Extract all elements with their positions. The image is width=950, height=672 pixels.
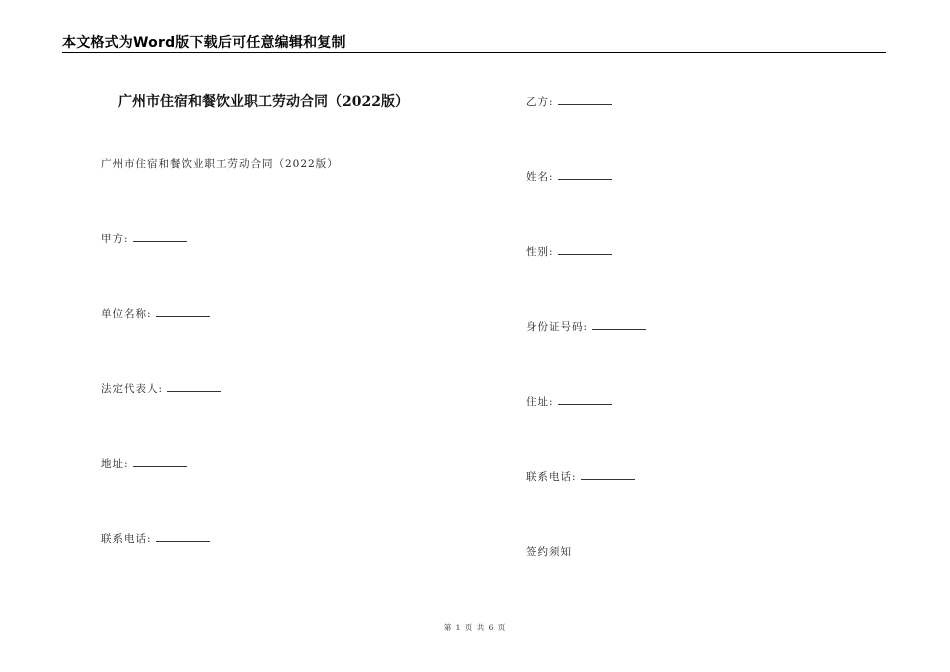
party-b-phone-field [526,469,635,484]
name-blank[interactable] [558,170,612,180]
gender-blank[interactable] [558,245,612,255]
gender-label: 性别: [526,246,554,258]
party-b-address-field [526,394,612,409]
party-b-address-blank[interactable] [558,395,612,405]
legal-rep-label: 法定代表人: [101,383,164,395]
party-a-phone-field [101,531,210,546]
party-b-label: 乙方: [526,96,554,108]
document-title: 广州市住宿和餐饮业职工劳动合同（2022版） [118,94,409,110]
legal-rep-field [101,381,221,396]
gender-field [526,244,612,259]
party-b-address-label: 住址: [526,396,554,408]
id-number-blank[interactable] [592,320,646,330]
id-number-field [526,319,646,334]
org-name-blank[interactable] [156,307,210,317]
party-b-phone-blank[interactable] [581,470,635,480]
name-label: 姓名: [526,171,554,183]
party-a-blank[interactable] [133,232,187,242]
signing-notice-heading: 签约须知 [526,546,572,558]
document-subtitle: 广州市住宿和餐饮业职工劳动合同（2022版） [101,158,339,170]
page-number: 第 1 页 共 6 页 [443,623,507,632]
party-a-address-field [101,456,187,471]
party-a-field [101,231,187,246]
party-a-phone-label: 联系电话: [101,533,152,545]
party-b-field [526,94,612,109]
party-a-label: 甲方: [101,233,129,245]
party-b-blank[interactable] [558,95,612,105]
header-banner: 本文格式为Word版下载后可任意编辑和复制 [62,34,886,53]
legal-rep-blank[interactable] [167,382,221,392]
name-field [526,169,612,184]
id-number-label: 身份证号码: [526,321,589,333]
org-name-field [101,306,210,321]
org-name-label: 单位名称: [101,308,152,320]
party-a-address-label: 地址: [101,458,129,470]
party-a-address-blank[interactable] [133,457,187,467]
party-a-phone-blank[interactable] [156,532,210,542]
party-b-phone-label: 联系电话: [526,471,577,483]
